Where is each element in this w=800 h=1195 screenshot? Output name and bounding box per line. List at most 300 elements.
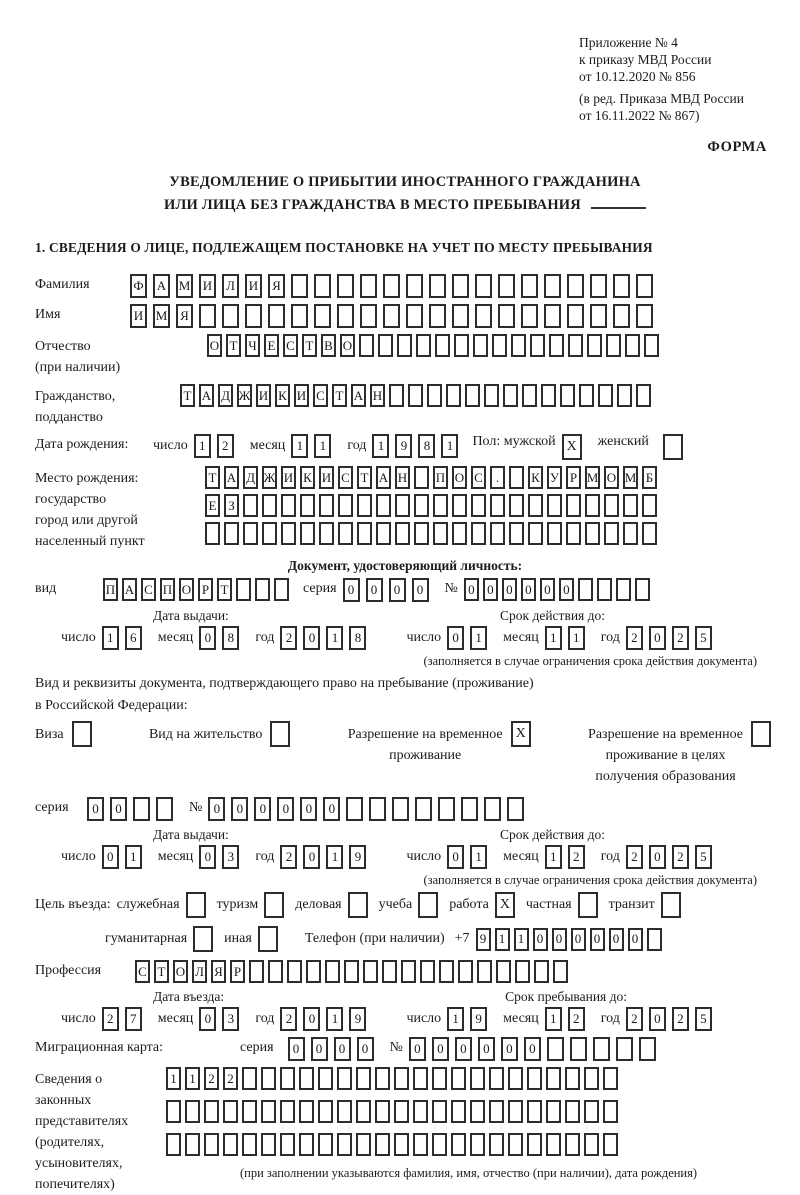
char-box[interactable] — [243, 494, 258, 517]
char-box[interactable]: 0 — [389, 578, 406, 602]
char-box[interactable]: 0 — [649, 1007, 666, 1031]
char-box[interactable] — [587, 334, 602, 357]
char-box[interactable] — [394, 1133, 409, 1156]
char-box[interactable] — [185, 1100, 200, 1123]
char-box[interactable]: Н — [395, 466, 410, 489]
char-box[interactable] — [344, 960, 359, 983]
char-box[interactable] — [509, 494, 524, 517]
char-box[interactable] — [433, 522, 448, 545]
char-box[interactable]: 2 — [626, 1007, 643, 1031]
char-box[interactable] — [470, 1067, 485, 1090]
char-box[interactable] — [185, 1133, 200, 1156]
char-box[interactable]: 0 — [277, 797, 294, 821]
char-box[interactable] — [534, 960, 549, 983]
char-box[interactable] — [604, 522, 619, 545]
char-box[interactable]: Ф — [130, 274, 147, 298]
passport-expiry-year-boxes[interactable] — [626, 626, 718, 650]
representatives-boxes-row3[interactable] — [166, 1133, 697, 1156]
char-box[interactable] — [299, 1100, 314, 1123]
char-box[interactable] — [484, 384, 499, 407]
purpose-study-checkbox[interactable] — [418, 892, 438, 918]
char-box[interactable] — [415, 797, 432, 821]
entry-day-boxes[interactable] — [102, 1007, 148, 1031]
char-box[interactable] — [242, 1100, 257, 1123]
char-box[interactable] — [509, 466, 524, 489]
char-box[interactable]: С — [135, 960, 150, 983]
birth-place-boxes-row1[interactable] — [205, 466, 661, 489]
char-box[interactable]: 0 — [102, 845, 119, 869]
char-box[interactable] — [590, 304, 607, 328]
char-box[interactable] — [401, 960, 416, 983]
char-box[interactable]: К — [275, 384, 290, 407]
char-box[interactable] — [547, 1037, 564, 1061]
char-box[interactable] — [224, 522, 239, 545]
char-box[interactable]: 2 — [626, 626, 643, 650]
passport-expiry-day-boxes[interactable] — [447, 626, 493, 650]
char-box[interactable]: 0 — [501, 1037, 518, 1061]
char-box[interactable]: О — [452, 466, 467, 489]
char-box[interactable] — [166, 1133, 181, 1156]
char-box[interactable]: 0 — [590, 928, 605, 951]
char-box[interactable]: 9 — [470, 1007, 487, 1031]
char-box[interactable]: 8 — [222, 626, 239, 650]
char-box[interactable]: Т — [205, 466, 220, 489]
char-box[interactable] — [647, 928, 662, 951]
char-box[interactable] — [604, 494, 619, 517]
char-box[interactable] — [291, 304, 308, 328]
char-box[interactable] — [375, 1067, 390, 1090]
char-box[interactable]: 5 — [695, 626, 712, 650]
purpose-humanitarian-checkbox[interactable] — [193, 926, 213, 952]
char-box[interactable]: 0 — [447, 626, 464, 650]
char-box[interactable]: 5 — [695, 845, 712, 869]
char-box[interactable]: 0 — [87, 797, 104, 821]
purpose-business-checkbox[interactable] — [348, 892, 368, 918]
char-box[interactable] — [636, 274, 653, 298]
char-box[interactable]: 0 — [628, 928, 643, 951]
char-box[interactable] — [584, 1133, 599, 1156]
char-box[interactable]: О — [179, 578, 194, 601]
char-box[interactable] — [565, 1133, 580, 1156]
char-box[interactable] — [593, 1037, 610, 1061]
char-box[interactable]: 7 — [125, 1007, 142, 1031]
char-box[interactable] — [492, 334, 507, 357]
char-box[interactable] — [541, 384, 556, 407]
char-box[interactable]: 0 — [464, 578, 479, 601]
char-box[interactable]: Ч — [245, 334, 260, 357]
char-box[interactable] — [603, 1067, 618, 1090]
char-box[interactable]: К — [528, 466, 543, 489]
char-box[interactable] — [590, 274, 607, 298]
doc-kind-boxes[interactable] — [103, 578, 293, 601]
char-box[interactable] — [490, 494, 505, 517]
char-box[interactable]: 1 — [441, 434, 458, 458]
char-box[interactable] — [274, 578, 289, 601]
char-box[interactable] — [508, 1133, 523, 1156]
char-box[interactable] — [435, 334, 450, 357]
char-box[interactable] — [565, 1067, 580, 1090]
char-box[interactable]: Е — [264, 334, 279, 357]
char-box[interactable] — [383, 274, 400, 298]
char-box[interactable] — [475, 304, 492, 328]
char-box[interactable] — [133, 797, 150, 821]
char-box[interactable] — [585, 522, 600, 545]
char-box[interactable] — [528, 494, 543, 517]
char-box[interactable]: 0 — [478, 1037, 495, 1061]
char-box[interactable] — [359, 334, 374, 357]
char-box[interactable]: 0 — [412, 578, 429, 602]
char-box[interactable]: 0 — [521, 578, 536, 601]
char-box[interactable]: 6 — [125, 626, 142, 650]
char-box[interactable] — [261, 1067, 276, 1090]
char-box[interactable] — [223, 1133, 238, 1156]
char-box[interactable]: 0 — [300, 797, 317, 821]
char-box[interactable] — [528, 522, 543, 545]
char-box[interactable] — [287, 960, 302, 983]
char-box[interactable] — [546, 1067, 561, 1090]
char-box[interactable]: Н — [370, 384, 385, 407]
char-box[interactable] — [369, 797, 386, 821]
citizenship-boxes[interactable] — [180, 384, 655, 407]
char-box[interactable]: 0 — [311, 1037, 328, 1061]
char-box[interactable]: Д — [243, 466, 258, 489]
char-box[interactable] — [617, 384, 632, 407]
char-box[interactable]: 2 — [102, 1007, 119, 1031]
char-box[interactable]: 1 — [102, 626, 119, 650]
char-box[interactable] — [509, 522, 524, 545]
char-box[interactable]: Л — [222, 274, 239, 298]
char-box[interactable]: 1 — [185, 1067, 200, 1090]
char-box[interactable] — [319, 494, 334, 517]
char-box[interactable] — [475, 274, 492, 298]
char-box[interactable] — [567, 304, 584, 328]
char-box[interactable]: О — [340, 334, 355, 357]
purpose-transit-checkbox[interactable] — [661, 892, 681, 918]
char-box[interactable]: 0 — [432, 1037, 449, 1061]
char-box[interactable] — [470, 1133, 485, 1156]
char-box[interactable]: М — [585, 466, 600, 489]
given-name-boxes[interactable] — [130, 304, 659, 328]
char-box[interactable] — [616, 1037, 633, 1061]
char-box[interactable]: 0 — [334, 1037, 351, 1061]
char-box[interactable] — [413, 1067, 428, 1090]
char-box[interactable] — [527, 1100, 542, 1123]
char-box[interactable]: 1 — [545, 626, 562, 650]
char-box[interactable]: М — [623, 466, 638, 489]
char-box[interactable]: 9 — [349, 1007, 366, 1031]
char-box[interactable] — [337, 274, 354, 298]
char-box[interactable]: 1 — [514, 928, 529, 951]
char-box[interactable]: 0 — [524, 1037, 541, 1061]
sex-male-checkbox[interactable]: X — [562, 434, 582, 460]
char-box[interactable] — [623, 522, 638, 545]
residence-series-boxes[interactable] — [87, 797, 179, 821]
char-box[interactable] — [383, 304, 400, 328]
char-box[interactable] — [280, 1133, 295, 1156]
char-box[interactable] — [337, 1133, 352, 1156]
char-box[interactable] — [299, 1133, 314, 1156]
char-box[interactable] — [357, 522, 372, 545]
char-box[interactable] — [389, 384, 404, 407]
char-box[interactable] — [280, 1067, 295, 1090]
char-box[interactable] — [544, 304, 561, 328]
char-box[interactable]: 0 — [199, 1007, 216, 1031]
representatives-boxes-row2[interactable] — [166, 1100, 697, 1123]
char-box[interactable] — [584, 1100, 599, 1123]
char-box[interactable] — [408, 384, 423, 407]
char-box[interactable] — [223, 1100, 238, 1123]
char-box[interactable]: Т — [302, 334, 317, 357]
char-box[interactable]: 0 — [533, 928, 548, 951]
char-box[interactable]: 2 — [280, 845, 297, 869]
char-box[interactable]: П — [160, 578, 175, 601]
char-box[interactable]: 0 — [609, 928, 624, 951]
char-box[interactable] — [268, 304, 285, 328]
char-box[interactable] — [484, 797, 501, 821]
char-box[interactable]: 0 — [208, 797, 225, 821]
char-box[interactable]: 0 — [447, 845, 464, 869]
char-box[interactable] — [639, 1037, 656, 1061]
sex-female-checkbox[interactable] — [663, 434, 683, 460]
char-box[interactable]: 0 — [552, 928, 567, 951]
temp-permit-checkbox[interactable]: X — [511, 721, 531, 747]
residence-expiry-month-boxes[interactable] — [545, 845, 591, 869]
char-box[interactable] — [578, 578, 593, 601]
char-box[interactable] — [427, 384, 442, 407]
profession-boxes[interactable] — [135, 960, 572, 983]
char-box[interactable]: И — [199, 274, 216, 298]
char-box[interactable] — [416, 334, 431, 357]
purpose-private-checkbox[interactable] — [578, 892, 598, 918]
char-box[interactable]: 1 — [326, 845, 343, 869]
char-box[interactable] — [570, 1037, 587, 1061]
char-box[interactable] — [606, 334, 621, 357]
char-box[interactable] — [508, 1067, 523, 1090]
char-box[interactable]: 1 — [194, 434, 211, 458]
char-box[interactable] — [363, 960, 378, 983]
char-box[interactable] — [546, 1133, 561, 1156]
stay-year-boxes[interactable] — [626, 1007, 718, 1031]
char-box[interactable] — [522, 384, 537, 407]
char-box[interactable] — [521, 304, 538, 328]
char-box[interactable] — [567, 274, 584, 298]
char-box[interactable]: 0 — [343, 578, 360, 602]
char-box[interactable] — [489, 1133, 504, 1156]
char-box[interactable] — [394, 1067, 409, 1090]
char-box[interactable] — [268, 960, 283, 983]
char-box[interactable] — [406, 274, 423, 298]
phone-boxes[interactable] — [476, 928, 666, 951]
char-box[interactable] — [498, 274, 515, 298]
char-box[interactable]: Т — [217, 578, 232, 601]
char-box[interactable]: Я — [211, 960, 226, 983]
char-box[interactable] — [598, 384, 613, 407]
char-box[interactable]: 1 — [470, 626, 487, 650]
char-box[interactable]: 1 — [372, 434, 389, 458]
char-box[interactable] — [454, 334, 469, 357]
char-box[interactable] — [261, 1100, 276, 1123]
char-box[interactable]: С — [338, 466, 353, 489]
char-box[interactable] — [508, 1100, 523, 1123]
char-box[interactable] — [338, 522, 353, 545]
char-box[interactable] — [547, 522, 562, 545]
char-box[interactable] — [470, 1100, 485, 1123]
char-box[interactable] — [306, 960, 321, 983]
char-box[interactable]: П — [433, 466, 448, 489]
char-box[interactable]: 8 — [349, 626, 366, 650]
char-box[interactable]: . — [490, 466, 505, 489]
char-box[interactable] — [636, 384, 651, 407]
char-box[interactable] — [337, 304, 354, 328]
purpose-business-trip-checkbox[interactable] — [186, 892, 206, 918]
residence-expiry-day-boxes[interactable] — [447, 845, 493, 869]
char-box[interactable]: 0 — [288, 1037, 305, 1061]
char-box[interactable] — [300, 494, 315, 517]
char-box[interactable] — [318, 1067, 333, 1090]
char-box[interactable]: А — [122, 578, 137, 601]
residence-issue-month-boxes[interactable] — [199, 845, 245, 869]
char-box[interactable]: О — [207, 334, 222, 357]
char-box[interactable] — [245, 304, 262, 328]
char-box[interactable] — [429, 304, 446, 328]
char-box[interactable]: 2 — [217, 434, 234, 458]
char-box[interactable]: 0 — [254, 797, 271, 821]
char-box[interactable] — [544, 274, 561, 298]
residence-permit-checkbox[interactable] — [270, 721, 290, 747]
char-box[interactable]: М — [176, 274, 193, 298]
residence-issue-day-boxes[interactable] — [102, 845, 148, 869]
doc-number-boxes[interactable] — [464, 578, 654, 601]
residence-expiry-year-boxes[interactable] — [626, 845, 718, 869]
char-box[interactable]: 0 — [571, 928, 586, 951]
char-box[interactable] — [530, 334, 545, 357]
char-box[interactable] — [360, 274, 377, 298]
char-box[interactable] — [394, 1100, 409, 1123]
char-box[interactable] — [644, 334, 659, 357]
char-box[interactable]: З — [224, 494, 239, 517]
char-box[interactable] — [261, 1133, 276, 1156]
char-box[interactable]: 1 — [545, 1007, 562, 1031]
char-box[interactable]: М — [153, 304, 170, 328]
edu-permit-checkbox[interactable] — [751, 721, 771, 747]
char-box[interactable] — [432, 1133, 447, 1156]
purpose-work-checkbox[interactable]: X — [495, 892, 515, 918]
char-box[interactable]: 1 — [125, 845, 142, 869]
char-box[interactable] — [236, 578, 251, 601]
char-box[interactable]: 0 — [409, 1037, 426, 1061]
char-box[interactable]: А — [224, 466, 239, 489]
birth-day-boxes[interactable] — [194, 434, 240, 458]
char-box[interactable]: В — [321, 334, 336, 357]
char-box[interactable]: 0 — [366, 578, 383, 602]
char-box[interactable] — [446, 384, 461, 407]
char-box[interactable]: 0 — [455, 1037, 472, 1061]
char-box[interactable]: А — [376, 466, 391, 489]
char-box[interactable]: 1 — [545, 845, 562, 869]
char-box[interactable] — [378, 334, 393, 357]
entry-year-boxes[interactable] — [280, 1007, 372, 1031]
char-box[interactable] — [503, 384, 518, 407]
stay-month-boxes[interactable] — [545, 1007, 591, 1031]
char-box[interactable] — [318, 1100, 333, 1123]
char-box[interactable] — [360, 304, 377, 328]
char-box[interactable]: И — [294, 384, 309, 407]
char-box[interactable]: К — [300, 466, 315, 489]
char-box[interactable]: 1 — [326, 1007, 343, 1031]
char-box[interactable]: 2 — [672, 845, 689, 869]
char-box[interactable]: 1 — [166, 1067, 181, 1090]
char-box[interactable] — [439, 960, 454, 983]
char-box[interactable]: 1 — [326, 626, 343, 650]
char-box[interactable] — [156, 797, 173, 821]
char-box[interactable] — [451, 1133, 466, 1156]
residence-issue-year-boxes[interactable] — [280, 845, 372, 869]
char-box[interactable]: 0 — [303, 626, 320, 650]
char-box[interactable]: 1 — [495, 928, 510, 951]
char-box[interactable] — [642, 522, 657, 545]
char-box[interactable]: Р — [566, 466, 581, 489]
char-box[interactable] — [166, 1100, 181, 1123]
char-box[interactable]: 0 — [649, 626, 666, 650]
birth-month-boxes[interactable] — [291, 434, 337, 458]
char-box[interactable] — [433, 494, 448, 517]
char-box[interactable] — [458, 960, 473, 983]
char-box[interactable] — [511, 334, 526, 357]
char-box[interactable]: А — [199, 384, 214, 407]
char-box[interactable]: И — [319, 466, 334, 489]
char-box[interactable] — [413, 1133, 428, 1156]
char-box[interactable]: С — [313, 384, 328, 407]
char-box[interactable] — [461, 797, 478, 821]
char-box[interactable]: 0 — [199, 626, 216, 650]
char-box[interactable] — [429, 274, 446, 298]
char-box[interactable] — [613, 274, 630, 298]
char-box[interactable] — [420, 960, 435, 983]
purpose-tourism-checkbox[interactable] — [264, 892, 284, 918]
char-box[interactable] — [356, 1100, 371, 1123]
char-box[interactable]: С — [471, 466, 486, 489]
char-box[interactable]: 1 — [291, 434, 308, 458]
char-box[interactable] — [356, 1133, 371, 1156]
char-box[interactable] — [452, 522, 467, 545]
char-box[interactable]: Р — [230, 960, 245, 983]
birth-year-boxes[interactable] — [372, 434, 464, 458]
char-box[interactable]: 2 — [672, 1007, 689, 1031]
char-box[interactable]: Л — [192, 960, 207, 983]
char-box[interactable] — [299, 1067, 314, 1090]
residence-number-boxes[interactable] — [208, 797, 530, 821]
char-box[interactable] — [451, 1067, 466, 1090]
char-box[interactable] — [281, 522, 296, 545]
birth-place-boxes-row2[interactable] — [205, 494, 661, 517]
char-box[interactable]: 9 — [349, 845, 366, 869]
char-box[interactable] — [337, 1100, 352, 1123]
char-box[interactable] — [473, 334, 488, 357]
char-box[interactable]: А — [153, 274, 170, 298]
char-box[interactable] — [438, 797, 455, 821]
char-box[interactable] — [337, 1067, 352, 1090]
char-box[interactable] — [616, 578, 631, 601]
char-box[interactable]: 1 — [568, 626, 585, 650]
char-box[interactable] — [579, 384, 594, 407]
char-box[interactable] — [314, 274, 331, 298]
char-box[interactable]: А — [351, 384, 366, 407]
char-box[interactable] — [566, 522, 581, 545]
char-box[interactable] — [300, 522, 315, 545]
char-box[interactable]: 8 — [418, 434, 435, 458]
char-box[interactable] — [204, 1133, 219, 1156]
char-box[interactable]: 9 — [476, 928, 491, 951]
